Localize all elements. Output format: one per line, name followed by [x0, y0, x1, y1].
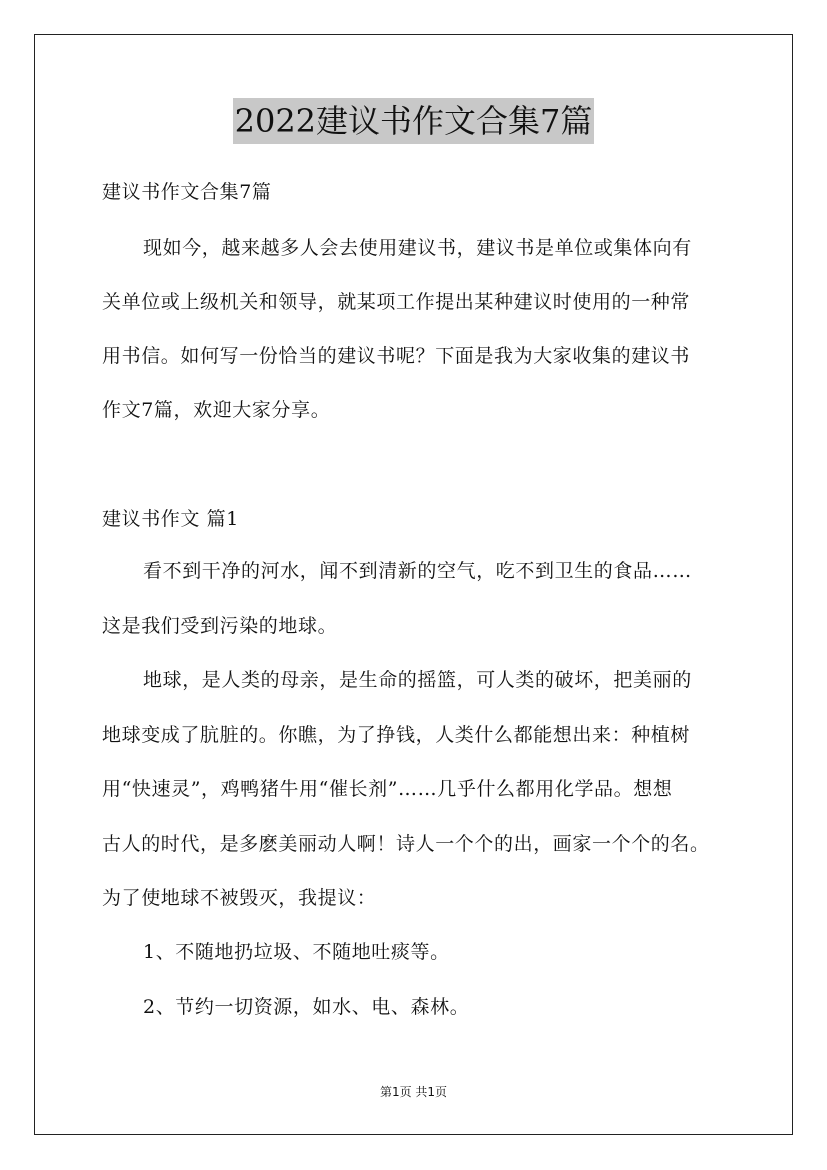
para2-line-2: 地球变成了肮脏的。你瞧，为了挣钱，人类什么都能想出来：种植树: [102, 724, 691, 746]
intro-line-3: 用书信。如何写一份恰当的建议书呢？下面是我为大家收集的建议书: [102, 345, 691, 367]
para2-line-5: 为了使地球不被毁灭，我提议：: [102, 887, 377, 909]
list-item-2: 2、节约一切资源，如水、电、森林。: [143, 996, 470, 1018]
list-item-1: 1、不随地扔垃圾、不随地吐痰等。: [143, 941, 450, 963]
title-container: [0, 98, 827, 144]
document-title: 2022建议书作文合集7篇: [233, 98, 595, 144]
section-heading: 建议书作文 篇1: [102, 508, 239, 530]
intro-line-1: 现如今，越来越多人会去使用建议书，建议书是单位或集体向有: [143, 237, 692, 259]
para2-line-1: 地球，是人类的母亲，是生命的摇篮，可人类的破坏，把美丽的: [143, 669, 692, 691]
para1-line-1: 看不到干净的河水，闻不到清新的空气，吃不到卫生的食品……: [143, 560, 692, 582]
intro-line-4: 作文7篇，欢迎大家分享。: [102, 399, 331, 421]
para2-line-3: 用“快速灵”，鸡鸭猪牛用“催长剂”……几乎什么都用化学品。想想: [102, 778, 673, 800]
intro-line-2: 关单位或上级机关和领导，就某项工作提出某种建议时使用的一种常: [102, 291, 691, 313]
para1-line-2: 这是我们受到污染的地球。: [102, 615, 338, 637]
page-number: 第1页 共1页: [379, 1085, 448, 1099]
para2-line-4: 古人的时代，是多麽美丽动人啊！诗人一个个的出，画家一个个的名。: [102, 833, 710, 855]
document-subtitle: 建议书作文合集7篇: [102, 181, 272, 203]
